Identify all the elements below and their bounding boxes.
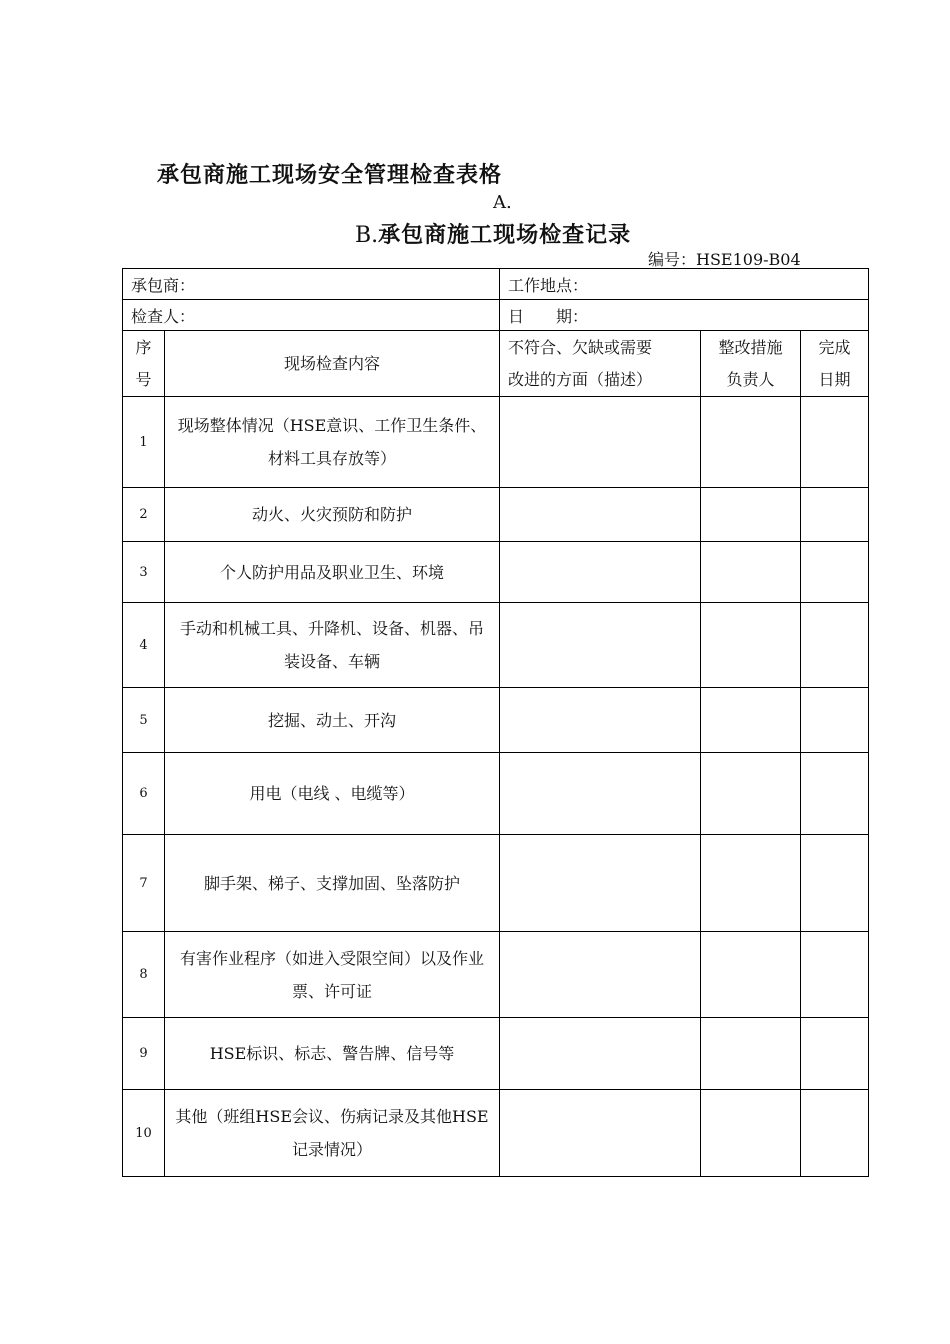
owner-cell[interactable] [701,932,801,1018]
section-b-title [355,218,631,249]
done-date-cell[interactable] [801,542,869,603]
row-content: 挖掘、动土、开沟 [165,688,500,753]
location-field[interactable]: 工作地点： [500,269,869,300]
column-header-row [123,331,869,397]
table-row [123,397,869,488]
issues-cell[interactable] [500,1018,701,1090]
content-header: 现场检查内容 [165,331,500,397]
row-content: HSE标识、标志、警告牌、信号等 [165,1018,500,1090]
owner-cell[interactable] [701,397,801,488]
row-number: 6 [123,753,165,835]
table-row [123,835,869,932]
row-number: 7 [123,835,165,932]
inspection-table [122,268,869,1177]
row-number: 10 [123,1090,165,1177]
section-b-prefix: B. [355,223,379,248]
table-row [123,1090,869,1177]
seq-header: 序 号 [123,331,165,397]
owner-cell[interactable] [701,542,801,603]
table-row [123,1018,869,1090]
table-row [123,603,869,688]
issues-cell[interactable] [500,1090,701,1177]
owner-header: 整改措施 负责人 [701,331,801,397]
done-date-cell[interactable] [801,1018,869,1090]
table-row [123,488,869,542]
issues-cell[interactable] [500,753,701,835]
table-row [123,688,869,753]
issues-cell[interactable] [500,932,701,1018]
done-date-cell[interactable] [801,603,869,688]
inspector-field[interactable]: 检查人： [123,300,500,331]
issues-cell[interactable] [500,488,701,542]
row-content: 个人防护用品及职业卫生、环境 [165,542,500,603]
issues-header: 不符合、欠缺或需要 改进的方面（描述） [500,331,701,397]
owner-cell[interactable] [701,1018,801,1090]
row-content: 动火、火灾预防和防护 [165,488,500,542]
table-row [123,753,869,835]
table-row [123,932,869,1018]
owner-cell[interactable] [701,688,801,753]
issues-cell[interactable] [500,835,701,932]
issues-cell[interactable] [500,688,701,753]
owner-cell[interactable] [701,488,801,542]
owner-cell[interactable] [701,753,801,835]
row-number: 1 [123,397,165,488]
row-number: 2 [123,488,165,542]
row-number: 5 [123,688,165,753]
inspector-row [123,300,869,331]
row-content: 其他（班组HSE会议、伤病记录及其他HSE记录情况） [165,1090,500,1177]
row-number: 8 [123,932,165,1018]
row-content: 手动和机械工具、升降机、设备、机器、吊装设备、车辆 [165,603,500,688]
done-date-cell[interactable] [801,1090,869,1177]
row-content: 用电（电线 、电缆等） [165,753,500,835]
owner-cell[interactable] [701,835,801,932]
issues-cell[interactable] [500,397,701,488]
done-date-cell[interactable] [801,835,869,932]
done-date-cell[interactable] [801,932,869,1018]
row-number: 3 [123,542,165,603]
row-content: 有害作业程序（如进入受限空间）以及作业票、许可证 [165,932,500,1018]
row-number: 9 [123,1018,165,1090]
contractor-row [123,269,869,300]
done-date-cell[interactable] [801,397,869,488]
done-date-cell[interactable] [801,688,869,753]
document-code: 编号：HSE109-B04 [648,250,801,269]
row-content: 脚手架、梯子、支撑加固、坠落防护 [165,835,500,932]
section-b-text: 承包商施工现场检查记录 [378,223,632,248]
issues-cell[interactable] [500,542,701,603]
done-date-cell[interactable] [801,753,869,835]
row-number: 4 [123,603,165,688]
table-row [123,542,869,603]
owner-cell[interactable] [701,1090,801,1177]
contractor-field[interactable]: 承包商： [123,269,500,300]
form-title: 承包商施工现场安全管理检查表格 [157,163,503,188]
section-a-label: A. [493,192,512,213]
date-field[interactable]: 日 期： [500,300,869,331]
issues-cell[interactable] [500,603,701,688]
owner-cell[interactable] [701,603,801,688]
inspection-items [123,397,869,1177]
done-date-cell[interactable] [801,488,869,542]
row-content: 现场整体情况（HSE意识、工作卫生条件、材料工具存放等） [165,397,500,488]
done-date-header: 完成 日期 [801,331,869,397]
